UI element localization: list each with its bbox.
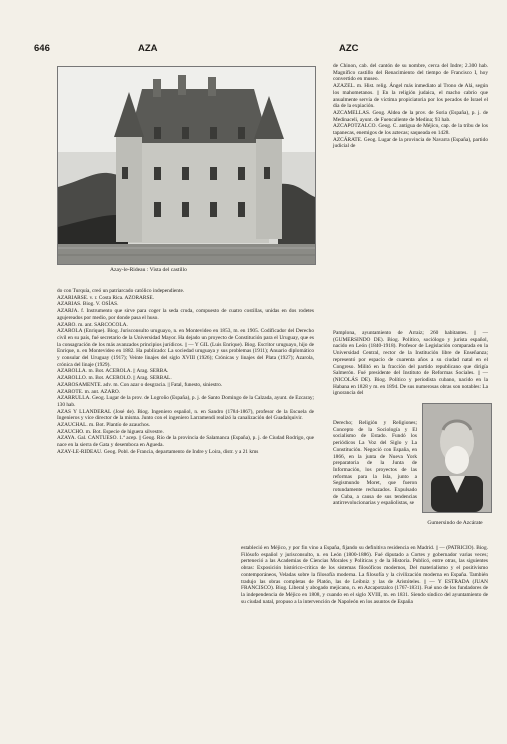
entry: AZCAMELLAS. Geog. Aldea de la prov. de Soria (España), p. j. de Medinaceli, ayunt. de Fuencaliente de Medina; 93 hab. [333,109,488,123]
entry: Pamplona, ayuntamiento de Arraiz; 260 habitantes. || — (GUMERSINDO DE). Biog. Político, sociólogo y jurista español, nacido en León (1840-1918). Profesor de Legislación comparada en la Universidad Central, rector de la Institución libre de Enseñanza; representó por espacio de cuarenta años a su ciudad natal en el Congreso. Militó en la fracción del partido republicano que dirigía Salmerón. Fué presidente del Instituto de Reformas Sociales. || — (NICOLÁS DE). Biog. Político y periodista cubano, nacido en la Habana en 1828 y m. en 1894. De sus numerosas obras son notables: La ignorancia del [333,330,488,397]
entry: AZAYA. Gal. CANTUESO. 1.ª acep. || Geog. Río de la provincia de Salamanca (España), p. j. de Ciudad Rodrigo, que nace en la sierra de Gata y desemboca en Agueda. [57,435,314,449]
entry: AZAUCHAL. m. Bot. Plantío de azauchos. [57,422,151,429]
right-column-middle [333,330,488,397]
entry: AZAY-LE-RIDEAU. Geog. Pobl. de Francia, departamento de Indre y Loira, distr. y a 21 kms [57,448,259,455]
entry: AZARJA. f. Instrumento que sirve para coger la seda cruda, compuesto de cuatro costillas, unidas en dos rodetes agujereados por medio, por donde pasa el huso. [57,308,314,321]
entry: do con Turquía, creó un patriarcado católico independiente. [57,288,185,294]
portrait-photo [422,403,492,513]
entry: AZAROTE. m. ant. AZARO. [57,388,121,395]
entry: AZARIAS. Biog. V. OSÍAS. [57,301,119,308]
entry: AZARO. m. ant. SARCOCOLA. [57,321,128,328]
entry: AZAROLLO. m. Bot. ACEROLO. || Arag. SERBAL. [57,375,172,382]
entry: AZAZEL. m. Hist. relig. Ángel más inmediato al Trono de Alá, según los mahometanos. || En la religión judaica, el macho cabrío que anualmente servía de víctima propiciatoria por los pecados de Israel el día de la expiación. [333,83,488,110]
right-column-narrow [333,420,417,507]
entry: Derecho; Religión y Religiones; Concepto de la Sociología y El socialismo de Estado. Fundó los periódicos La Voz del Siglo y La Constitución. Negoció con España, en 1866, en la junta de Nueva York preparatoria de la Junta de Información, los proyectos de las reformas para la Isla, junto a Segismundo Moret, que fueron rotundamente rechazados. Expulsado de Cuba, a causa de sus tendencias antirrevolucionarias y españolistas, se [333,420,417,507]
running-header [0,43,507,57]
entry: AZAROLLA. m. Bot. ACEROLA. || Arag. SERBA. [57,368,169,375]
castle-photo [57,66,316,265]
page-number: 646 [34,43,50,54]
entry: AZAROSAMENTE. adv. m. Con azar o desgracia. || Fatal, funesto, siniestro. [57,381,223,388]
entry: AZCÁRATE. Geog. Lugar de la provincia de Navarra (España), partido judicial de [333,136,488,150]
entry: AZCAPOTZALCO. Geog. C. antigua de Méjico, cap. de la tribu de los tapanecas, enemigos de los aztecas; saqueada en 1428. [333,123,488,137]
right-guide-word: AZC [339,43,359,54]
left-column [57,288,314,456]
entry: estableció en Méjico, y por fin vino a España, fijando su definitiva residencia en Madrid. || — (PATRICIO). Biog. Filósofo español y jurisconsulto, n. en León (1800-1886). Fué diputado a Cortes y gobernador varias veces; perteneció a las Academias de Ciencias Morales y Políticas y de la Historia. Publicó, entre otras, las siguientes obras: Exposición histórico-crítica de los sistemas filosóficos modernos, Del materialismo y el positivismo contemporáneos, Veladas sobre la filosofía moderna. La filosofía y la civilización moderna en España. También tradujo las obras completas de Platón, las de Leibniz y las de Aristóteles. || — Y ESTRADA (JUAN FRANCISCO). Biog. Liberal y abogado mejicano, n. en Azcapotzalco (1767-1831). Fué uno de los fundadores de la independencia de Méjico en 1808, y cuando en el siglo XVIII, m. en 1831. Siendo síndico del ayuntamiento de su ciudad natal, propuso a la intervención de Napoleón en los asuntos de España [241,545,488,605]
castle-caption: Azay-le-Rideau : Vista del castillo [110,267,187,273]
bottom-column [241,545,488,605]
portrait-caption: Gumersindo de Azcárate [427,520,483,526]
right-column-top [333,63,488,150]
left-guide-word: AZA [138,43,158,54]
entry: AZARIARSE. v. r. Costa Rica. AZORARSE. [57,294,155,301]
entry: AZAUCHO. m. Bot. Especie de higuera silvestre. [57,428,164,435]
entry: AZAROLA (Enrique). Biog. Jurisconsulto uruguayo, n. en Montevideo en 1853, m. en 1905. Codificador del Derecho civil en su país, fué secretario de la Universidad Mayor. Ha dejado un proyecto de Constitución para el Uruguay, que es la consagración de los más avanzados principios jurídicos. || — Y GIL (Luis Enrique). Biog. Escritor uruguayo, hijo de Enrique, n. en Montevideo en 1882. Ha publicado: La sociedad uruguaya y sus problemas (1911); Anuario diplomático y consular del Uruguay (1917); Veinte linajes del siglo XVIII (1926); Crónicas y linajes del Plata (1927); Azarola, crónica del linaje (1929). [57,328,314,368]
entry: de Chinon, cab. del cantón de su nombre, cerca del Indre; 2.300 hab. Magnífico castillo del Renacimiento del tiempo de Francisco I, hoy convertido en museo. [333,63,488,83]
entry: AZAS Y LLANDERAL (José de). Biog. Ingeniero español, n. en Sandro (1784-1867), profesor de la Escuela de Ingenieros y vice director de la misma. Junto con el ingeniero Larramendi realizó la canalización del Guadalquivir. [57,408,314,422]
entry: AZARRULLA. Geog. Lugar de la prov. de Logroño (España), p. j. de Santo Domingo de la Calzada, ayunt. de Ezcaray; 130 hab. [57,395,314,408]
